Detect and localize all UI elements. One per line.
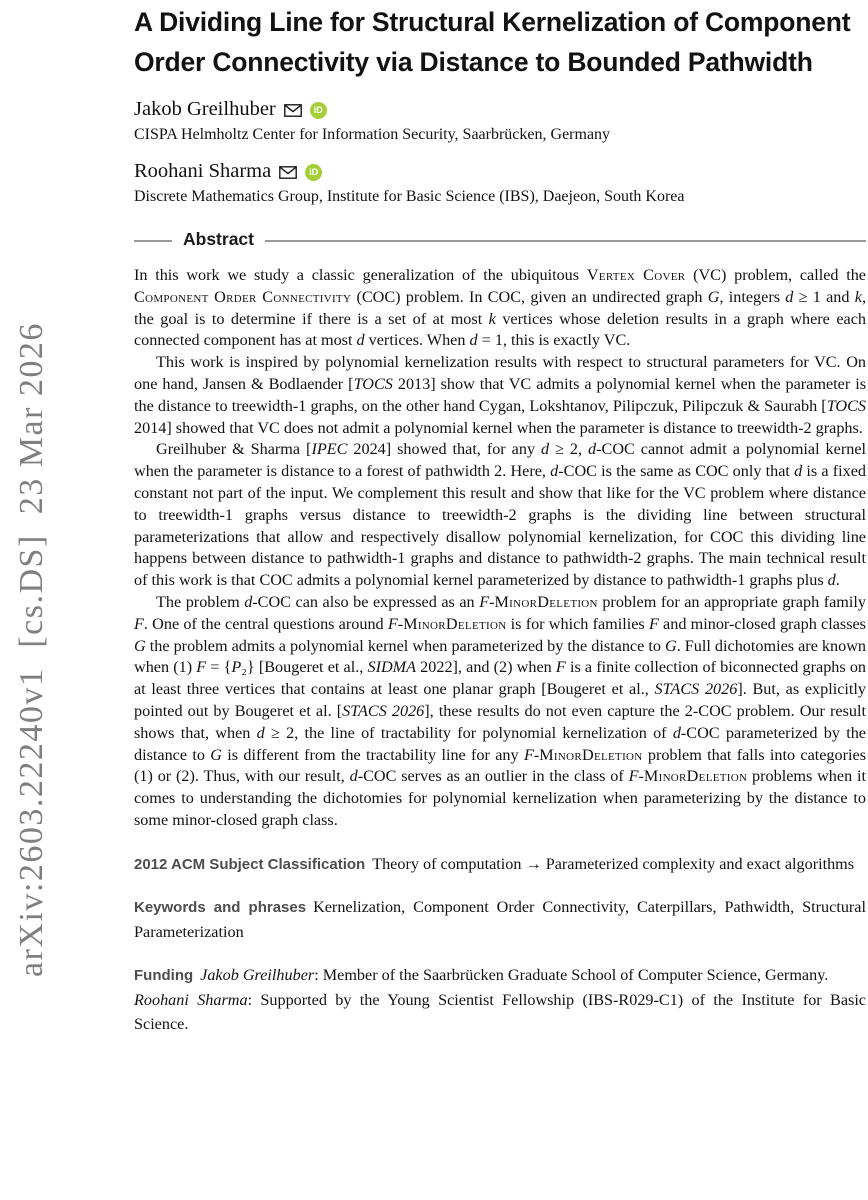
author-affiliation: Discrete Mathematics Group, Institute for Basic Science (IBS), Daejeon, South Korea [134, 188, 685, 205]
author-name: Roohani Sharma [134, 159, 272, 182]
keywords-text: Kernelization, Component Order Connectivity, Caterpillars, Pathwidth, Structural Parameterization [134, 897, 866, 941]
author-block [134, 158, 866, 208]
abstract-paragraph-2: This work is inspired by polynomial kernelization results with respect to structural parameters for VC. On one hand, Jansen & Bodlaender [TOCS 2013] show that VC admits a polynomial kernel when the parameter is the distance to treewidth-1 graphs, on the other hand Cygan, Lokshtanov, Pilipczuk, Pilipczuk & Saurabh [TOCS 2014] showed that VC does not admit a polynomial kernel when the parameter is distance to treewidth-2 graphs. [134, 353, 866, 437]
keywords [134, 895, 866, 945]
email-icon[interactable] [284, 104, 302, 117]
abstract-paragraph-4: The problem d-COC can also be expressed as an F-MinorDeletion problem for an appropriate graph family F. One of the central questions around F-MinorDeletion is for which families F and minor-closed graph classes G the problem admits a polynomial kernel when parameterized by the distance to G. Full dichotomies are known when (1) F = {P₂} [Bougeret et al., SIDMA 2022], and (2) when F is a finite collection of biconnected graphs on at least three vertices that contains at least one planar graph [Bougeret et al., STACS 2026]. But, as explicitly pointed out by Bougeret et al. [STACS 2026], these results do not even capture the 2-COC problem. Our result shows that, when d ≥ 2, the line of tractability for polynomial kernelization of d-COC parameterized by the distance to G is different from the tractability line for any F-MinorDeletion problem that falls into categories (1) or (2). Thus, with our result, d-COC serves as an outlier in the class of F-MinorDeletion problems when it comes to understanding the dichotomies for polynomial kernelization when parameterizing by the distance to some minor-closed graph class. [134, 592, 867, 829]
funding-entry-1 [134, 963, 866, 988]
abstract-rule-left [134, 240, 172, 242]
abstract-heading-row [134, 230, 866, 251]
author-affiliation: CISPA Helmholtz Center for Information Security, Saarbrücken, Germany [134, 126, 611, 143]
keywords-label: Keywords and phrases [134, 898, 307, 916]
acm-classification-label: 2012 ACM Subject Classification [134, 855, 366, 873]
abstract-heading: Abstract [183, 229, 254, 249]
abstract-rule-right [265, 240, 866, 242]
funding-entry-1-text: Jakob Greilhuber: Member of the Saarbrücken Graduate School of Computer Science, Germany. [200, 965, 829, 984]
email-icon[interactable] [279, 166, 297, 179]
funding [134, 963, 866, 1036]
paper-content [134, 0, 866, 1036]
funding-entry-2 [134, 988, 866, 1036]
paper-title: A Dividing Line for Structural Kernelization of Component Order Connectivity via Distance to Bounded Pathwidth [134, 7, 851, 77]
abstract-body [134, 265, 866, 832]
arxiv-watermark: arXiv:2603.22240v1 [cs.DS] 23 Mar 2026 [13, 322, 50, 977]
author-line [134, 96, 866, 122]
orcid-icon[interactable]: iD [310, 102, 327, 119]
funding-label: Funding [134, 966, 194, 984]
author-name: Jakob Greilhuber [134, 97, 276, 120]
orcid-icon[interactable]: iD [305, 164, 322, 181]
metadata-section [134, 852, 866, 1036]
abstract-paragraph-3: Greilhuber & Sharma [IPEC 2024] showed that, for any d ≥ 2, d-COC cannot admit a polynomial kernel when the parameter is distance to a forest of pathwidth 2. Here, d-COC is the same as COC only that d is a fixed constant not part of the input. We complement this result and show that like for the VC problem where distance to treewidth-1 graphs versus distance to treewidth-2 graphs is the dividing line between structural parameterizations that allow and respectively disallow polynomial kernelization, for COC this dividing line happens between distance to pathwidth-1 graphs and distance to pathwidth-2 graphs. The main technical result of this work is that COC admits a polynomial kernel parameterized by distance to pathwidth-1 graphs plus d. [134, 440, 867, 590]
funding-entry-2-text: Roohani Sharma: Supported by the Young Scientist Fellowship (IBS-R029-C1) of the Institute for Basic Science. [134, 990, 866, 1033]
author-block [134, 96, 866, 146]
author-section [134, 96, 866, 208]
abstract-paragraph-1: In this work we study a classic generalization of the ubiquitous Vertex Cover (VC) problem, called the Component Order Connectivity (COC) problem. In COC, given an undirected graph G, integers d ≥ 1 and k, the goal is to determine if there is a set of at most k vertices whose deletion results in a graph where each connected component has at most d vertices. When d = 1, this is exactly VC. [134, 266, 866, 350]
acm-classification-text: Theory of computation → Parameterized complexity and exact algorithms [372, 854, 855, 873]
acm-classification [134, 852, 866, 877]
author-line [134, 158, 866, 184]
